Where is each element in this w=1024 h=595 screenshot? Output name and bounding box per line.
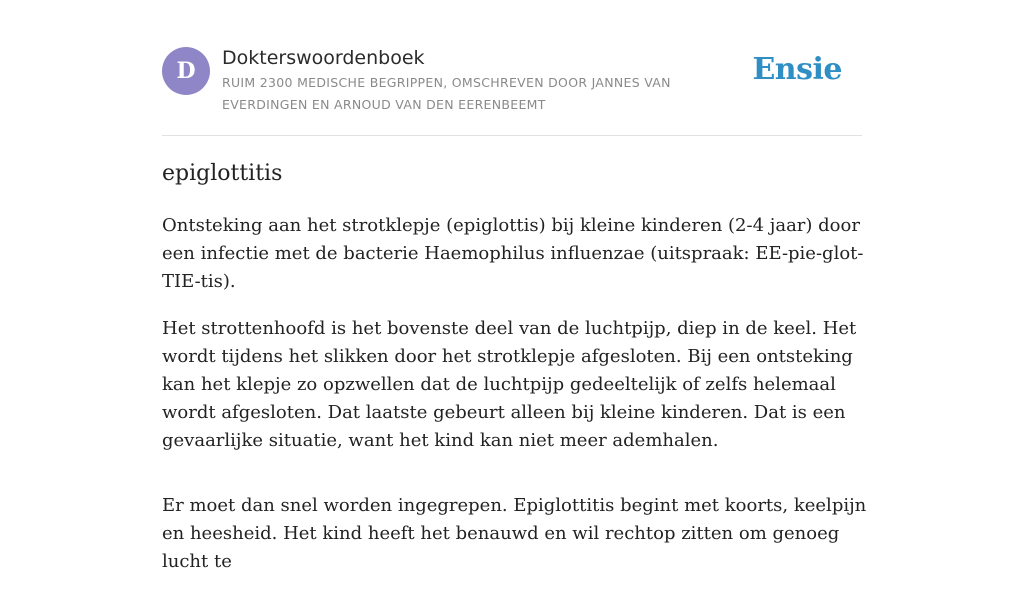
header-divider — [162, 135, 862, 136]
entry-paragraph-treatment: Er moet dan snel worden ingegrepen. Epiglottitis begint met koorts, keelpijn en heesheid. Het kind heeft het benauwd en wil rechtop zitten om genoeg lucht te — [162, 495, 867, 572]
entry-paragraph-definition: Ontsteking aan het strotklepje (epiglottis) bij kleine kinderen (2-4 jaar) door een infectie met de bacterie Haemophilus influenzae (uitspraak: EE-pie-glot-TIE-tis). — [162, 215, 864, 292]
dictionary-title[interactable]: Dokterswoordenboek — [222, 47, 425, 69]
dictionary-subtitle: RUIM 2300 MEDISCHE BEGRIPPEN, OMSCHREVEN DOOR JANNES VAN EVERDINGEN EN ARNOUD VAN DEN EERENBEEMT — [222, 75, 671, 112]
entry-content — [162, 156, 868, 595]
dictionary-header — [162, 46, 862, 136]
entry-paragraph-explanation: Het strottenhoofd is het bovenste deel van de luchtpijp, diep in de keel. Het wordt tijdens het slikken door het strotklepje afgesloten. Bij een ontsteking kan het klepje zo opzwellen dat de luchtpijp gedeeltelijk of zelfs helemaal wordt afgesloten. Dat laatste gebeurt alleen bij kleine kinderen. Dat is een gevaarlijke situatie, want het kind kan niet meer ademhalen. — [162, 318, 857, 451]
ensie-logo[interactable]: Ensie — [752, 52, 842, 87]
entry-term: epiglottitis — [162, 161, 283, 186]
dictionary-avatar[interactable]: D — [162, 47, 210, 95]
